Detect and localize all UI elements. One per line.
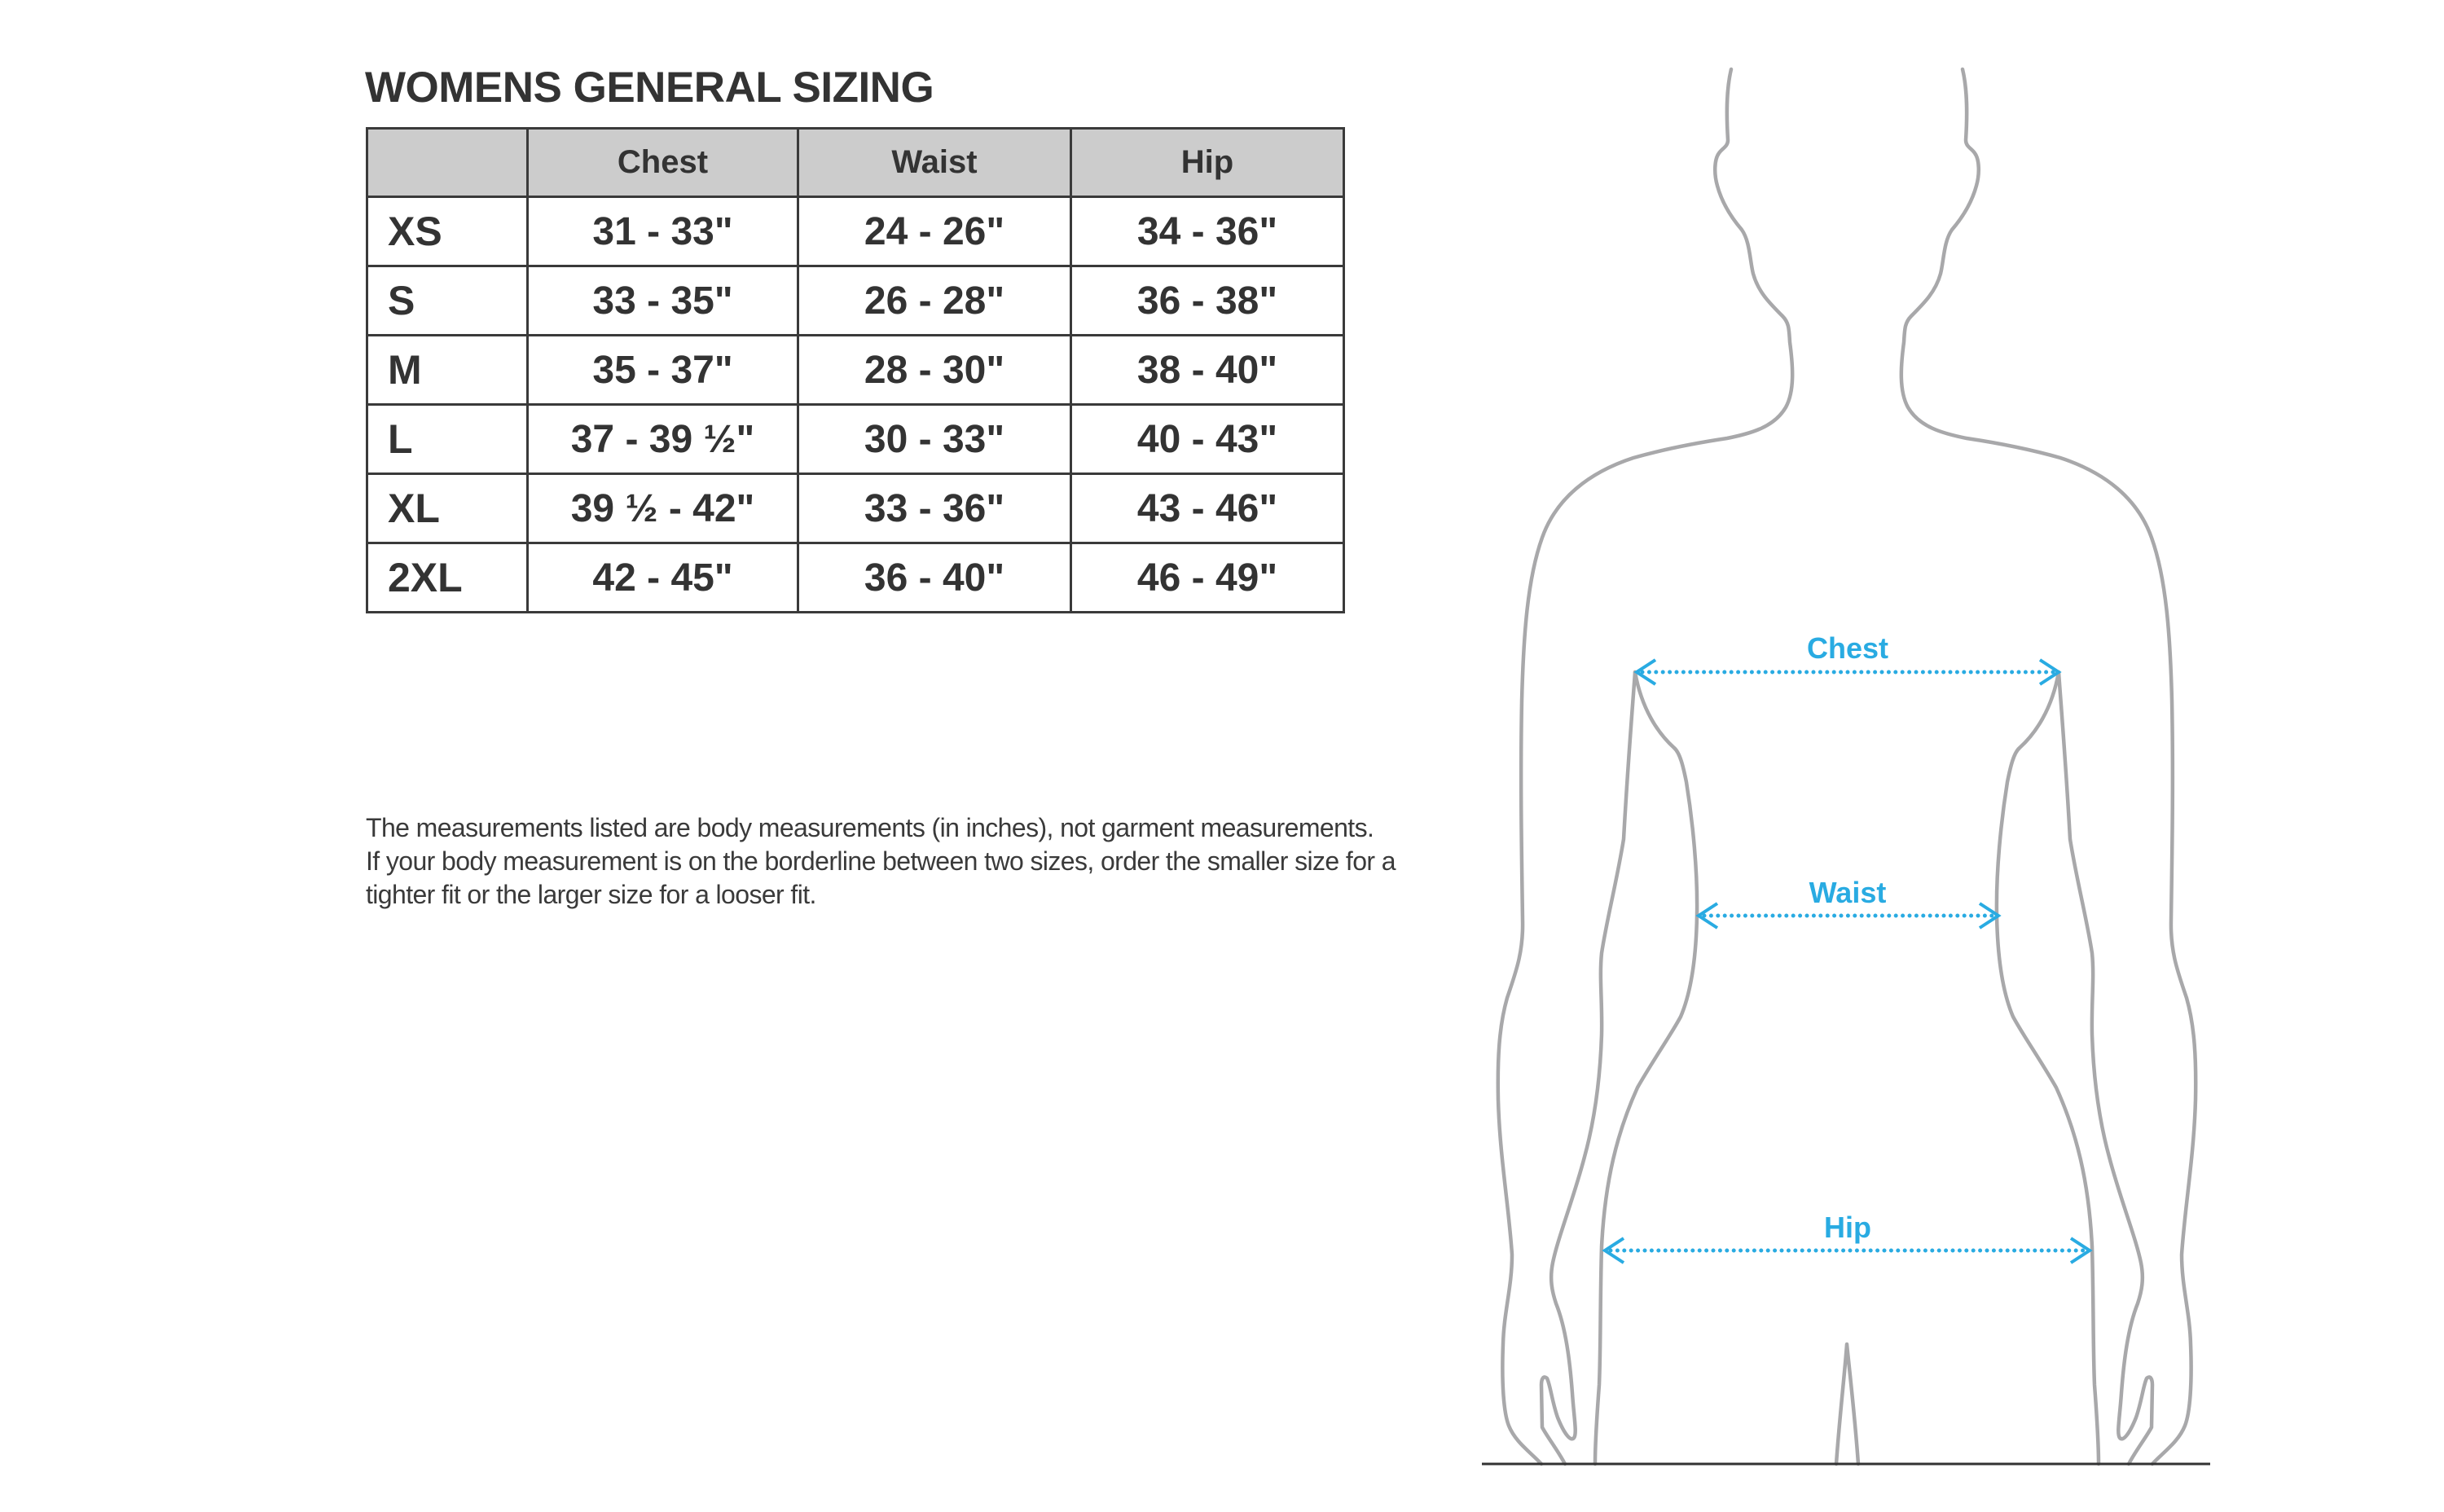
- hip-value: 46 - 49": [1071, 543, 1344, 613]
- size-label: L: [367, 405, 528, 474]
- chest-value: 37 - 39 ½": [528, 405, 798, 474]
- header-hip: Hip: [1071, 129, 1344, 197]
- header-chest: Chest: [528, 129, 798, 197]
- waist-label: Waist: [1809, 876, 1887, 909]
- waist-value: 28 - 30": [798, 336, 1071, 405]
- note-line: The measurements listed are body measurements (in inches), not garment measurements.: [366, 813, 1374, 842]
- note-line: tighter fit or the larger size for a looser fit.: [366, 880, 816, 909]
- body-outline: [1498, 69, 2196, 1464]
- waist-value: 30 - 33": [798, 405, 1071, 474]
- hip-value: 34 - 36": [1071, 197, 1344, 266]
- hip-label: Hip: [1824, 1211, 1871, 1244]
- chest-value: 35 - 37": [528, 336, 798, 405]
- chest-value: 31 - 33": [528, 197, 798, 266]
- hip-value: 40 - 43": [1071, 405, 1344, 474]
- hip-value: 43 - 46": [1071, 474, 1344, 543]
- header-waist: Waist: [798, 129, 1071, 197]
- chest-label: Chest: [1806, 631, 1889, 665]
- size-label: XL: [367, 474, 528, 543]
- size-label: XS: [367, 197, 528, 266]
- page-title: WOMENS GENERAL SIZING: [365, 64, 934, 112]
- waist-value: 24 - 26": [798, 197, 1071, 266]
- note-line: If your body measurement is on the borderline between two sizes, order the smaller size for a: [366, 846, 1396, 876]
- chest-value: 33 - 35": [528, 266, 798, 336]
- size-label: M: [367, 336, 528, 405]
- hip-value: 38 - 40": [1071, 336, 1344, 405]
- waist-value: 36 - 40": [798, 543, 1071, 613]
- waist-value: 26 - 28": [798, 266, 1071, 336]
- size-label: S: [367, 266, 528, 336]
- size-label: 2XL: [367, 543, 528, 613]
- chest-value: 39 ½ - 42": [528, 474, 798, 543]
- hip-value: 36 - 38": [1071, 266, 1344, 336]
- crotch-line: [1836, 1344, 1858, 1464]
- waist-value: 33 - 36": [798, 474, 1071, 543]
- chest-value: 42 - 45": [528, 543, 798, 613]
